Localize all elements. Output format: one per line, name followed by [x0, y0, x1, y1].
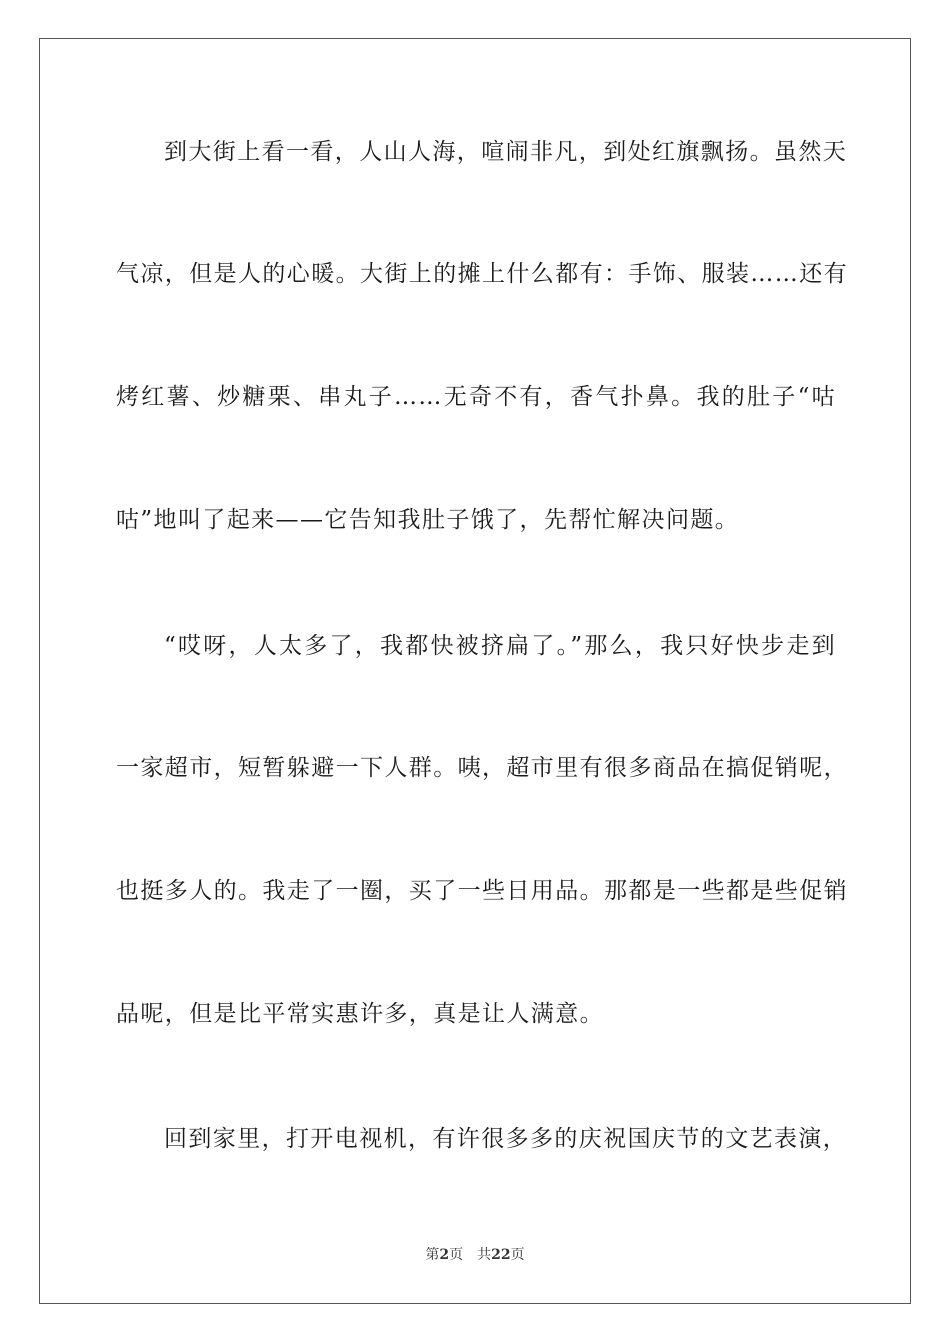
paragraph-3-line-1: 回到家里，打开电视机，有许很多多的庆祝国庆节的文艺表演， [164, 1126, 848, 1152]
paragraph-2-line-2: 一家超市，短暂躲避一下人群。咦，超市里有很多商品在搞促销呢， [116, 755, 848, 781]
paragraph-1-line-3: 烤红薯、炒糖栗、串丸子……无奇不有，香气扑鼻。我的肚子“咕 [116, 384, 836, 410]
page-number: 2 [439, 1247, 450, 1263]
page-prefix: 第 [425, 1247, 440, 1263]
page-border [39, 38, 911, 1304]
page-footer [0, 1246, 950, 1264]
total-prefix: 共 [477, 1247, 492, 1263]
paragraph-2-line-1: “哎呀，人太多了，我都快被挤扁了。”那么，我只好快步走到 [164, 633, 836, 659]
paragraph-2-line-3: 也挺多人的。我走了一圈，买了一些日用品。那都是一些都是些促销 [116, 878, 848, 904]
paragraph-1-line-4: 咕”地叫了起来——它告知我肚子饿了，先帮忙解决问题。 [116, 507, 740, 533]
page-suffix: 页 [449, 1247, 464, 1263]
paragraph-1-line-2: 气凉，但是人的心暖。大街上的摊上什么都有：手饰、服装……还有 [116, 261, 848, 287]
total-suffix: 页 [510, 1247, 525, 1263]
paragraph-2-line-4: 品呢，但是比平常实惠许多，真是让人满意。 [116, 1001, 604, 1027]
paragraph-1-line-1: 到大街上看一看，人山人海，喧闹非凡，到处红旗飘扬。虽然天 [164, 139, 848, 165]
total-pages: 22 [491, 1247, 511, 1263]
